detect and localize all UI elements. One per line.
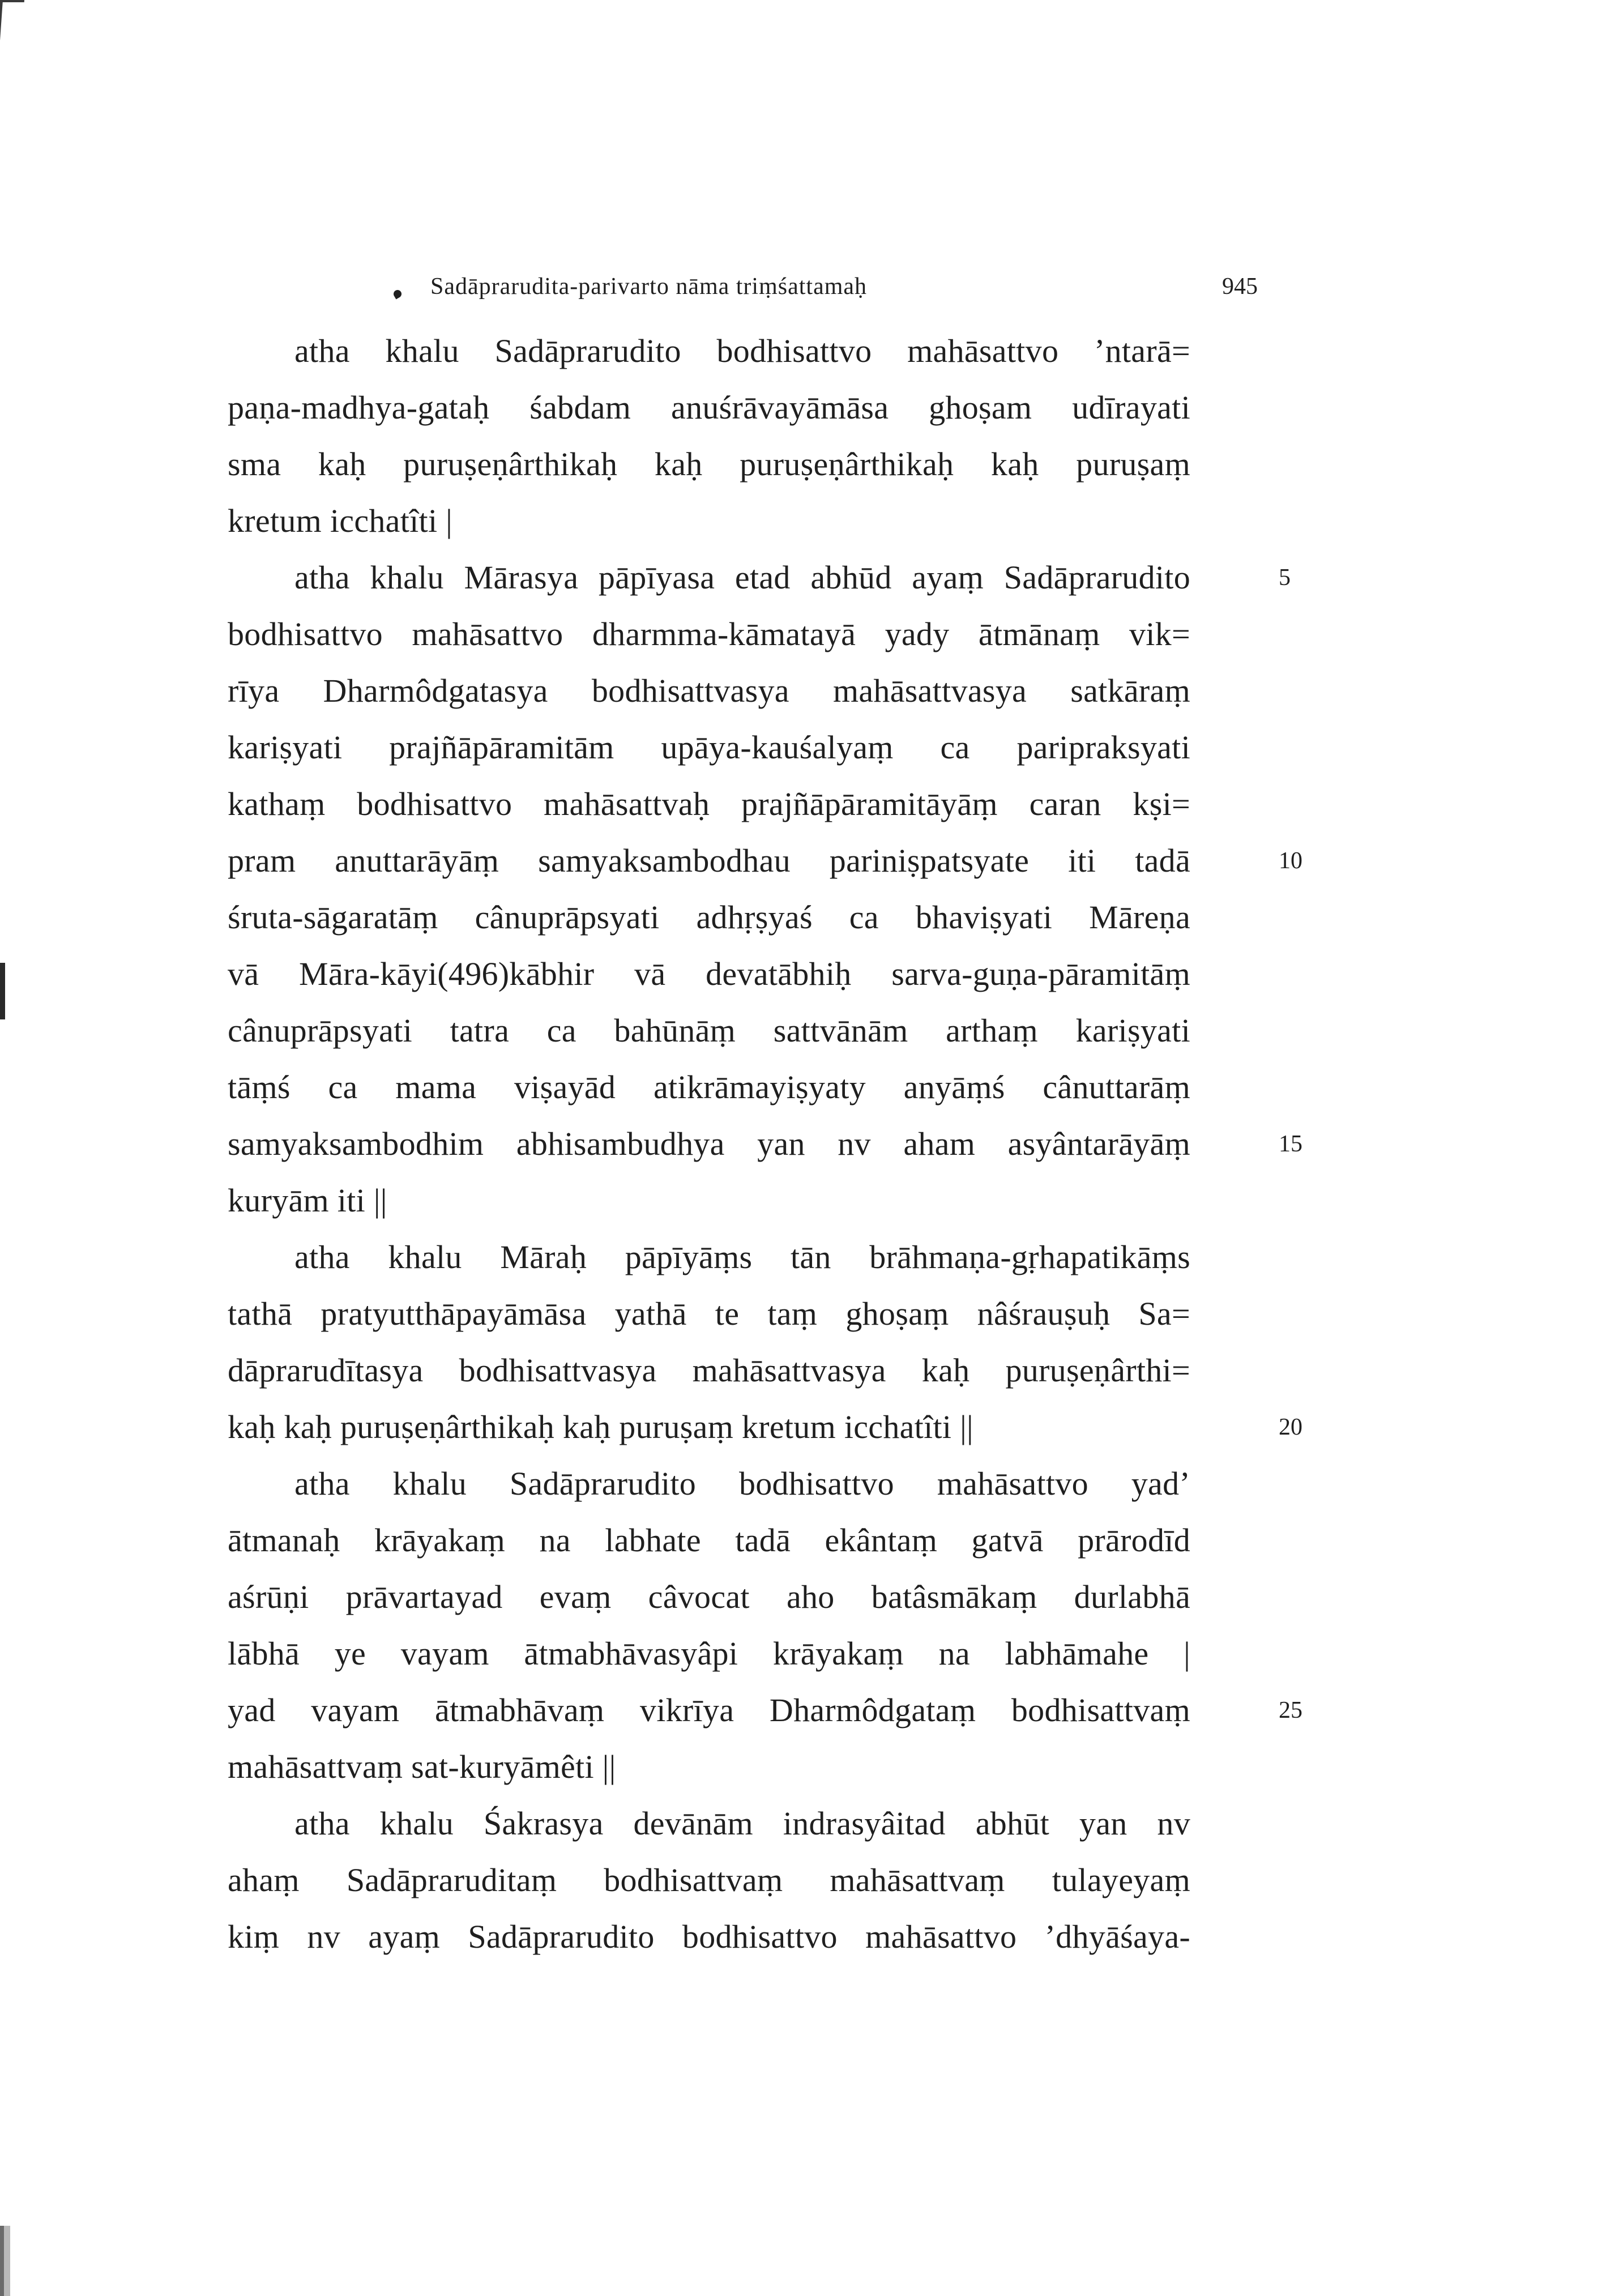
text-line: rīya Dharmôdgatasya bodhisattvasya mahāsattvasya satkāraṃ (228, 672, 1190, 709)
text-line: ātmanaḥ krāyakaṃ na labhate tadā ekântaṃ gatvā prārodīd (228, 1522, 1190, 1559)
text-line: bodhisattvo mahāsattvo dharmma-kāmatayā yady ātmānaṃ vik= (228, 616, 1190, 652)
text-line: kathaṃ bodhisattvo mahāsattvaḥ prajñāpāramitāyāṃ caran kṣi= (228, 786, 1190, 822)
text-line: tāṃś ca mama viṣayād atikrāmayiṣyaty anyāṃś cânuttarāṃ (228, 1069, 1190, 1106)
text-line: kuryām iti || (228, 1182, 387, 1219)
text-line: sma kaḥ puruṣeṇârthikaḥ kaḥ puruṣeṇârthikaḥ kaḥ puruṣaṃ (228, 446, 1190, 483)
text-line: atha khalu Śakrasya devānām indrasyâitad abhūt yan nv (294, 1805, 1190, 1842)
text-line: vā Māra-kāyi(496)kābhir vā devatābhiḥ sarva-guṇa-pāramitāṃ (228, 955, 1190, 992)
line-number: 20 (1279, 1414, 1302, 1440)
text-line: aśrūṇi prāvartayad evaṃ câvocat aho batâsmākaṃ durlabhā (228, 1578, 1190, 1615)
running-title: Sadāprarudita-parivarto nāma triṃśattamaḥ (430, 274, 868, 300)
text-line: atha khalu Sadāprarudito bodhisattvo mahāsattvo yad’ (294, 1465, 1190, 1502)
line-number: 10 (1279, 848, 1302, 874)
text-line: lābhā ye vayam ātmabhāvasyâpi krāyakaṃ na labhāmahe | (228, 1635, 1190, 1672)
line-number: 5 (1279, 565, 1291, 591)
text-line: dāprarudītasya bodhisattvasya mahāsattvasya kaḥ puruṣeṇârthi= (228, 1352, 1190, 1389)
text-line: pram anuttarāyāṃ samyaksambodhau pariniṣpatsyate iti tadā (228, 842, 1190, 879)
line-number: 25 (1279, 1697, 1302, 1723)
line-number: 15 (1279, 1131, 1302, 1157)
text-line: paṇa-madhya-gataḥ śabdam anuśrāvayāmāsa ghoṣam udīrayati (228, 389, 1190, 426)
text-line: kaḥ kaḥ puruṣeṇârthikaḥ kaḥ puruṣaṃ kretum icchatîti || (228, 1409, 973, 1445)
text-line: atha khalu Sadāprarudito bodhisattvo mahāsattvo ’ntarā= (294, 332, 1190, 369)
text-line: tathā pratyutthāpayāmāsa yathā te taṃ ghoṣaṃ nâśrauṣuḥ Sa= (228, 1295, 1190, 1332)
text-line: śruta-sāgaratāṃ cânuprāpsyati adhṛṣyaś ca bhaviṣyati Māreṇa (228, 899, 1190, 936)
text-line: ahaṃ Sadāpraruditaṃ bodhisattvaṃ mahāsattvaṃ tulayeyaṃ (228, 1862, 1190, 1898)
text-line: kretum icchatîti | (228, 502, 453, 539)
text-line: samyaksambodhim abhisambudhya yan nv aham asyântarāyāṃ (228, 1125, 1190, 1162)
text-line: atha khalu Māraḥ pāpīyāṃs tān brāhmaṇa-gṛhapatikāṃs (294, 1239, 1190, 1275)
text-line: cânuprāpsyati tatra ca bahūnāṃ sattvānām arthaṃ kariṣyati (228, 1012, 1190, 1049)
text-line: mahāsattvaṃ sat-kuryāmêti || (228, 1748, 616, 1785)
page-number: 945 (1222, 274, 1258, 300)
text-line: atha khalu Mārasya pāpīyasa etad abhūd ayaṃ Sadāprarudito (294, 559, 1190, 596)
text-line: kariṣyati prajñāpāramitām upāya-kauśalyaṃ ca paripraksyati (228, 729, 1190, 766)
text-line: kiṃ nv ayaṃ Sadāprarudito bodhisattvo mahāsattvo ’dhyāśaya- (228, 1918, 1190, 1955)
text-line: yad vayam ātmabhāvaṃ vikrīya Dharmôdgataṃ bodhisattvaṃ (228, 1692, 1190, 1729)
